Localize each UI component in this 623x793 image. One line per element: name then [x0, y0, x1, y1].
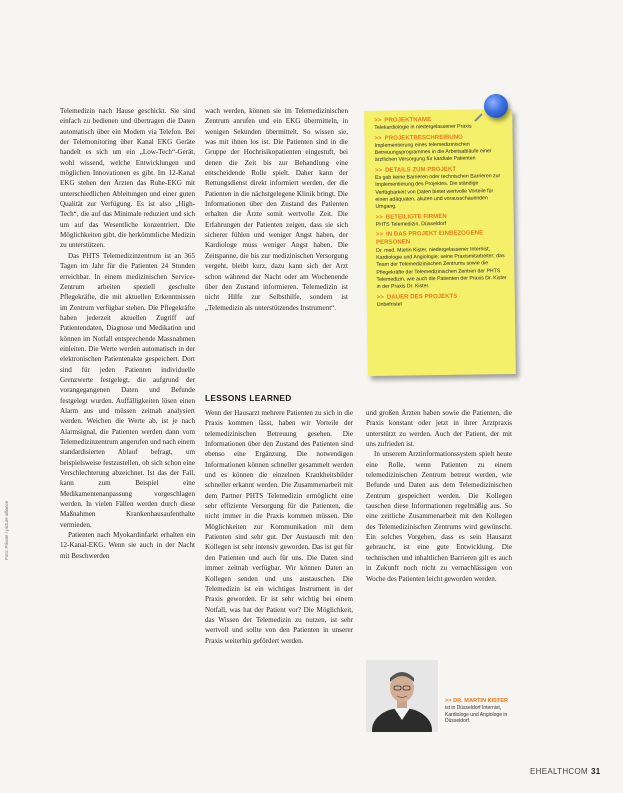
- note-section: [376, 229, 509, 291]
- note-section: [375, 165, 508, 212]
- person-name: >> DR. MARTIN KISTER: [445, 698, 509, 704]
- note-heading: >> PROJEKTNAME: [374, 116, 432, 124]
- arrow-right-icon: >>: [375, 213, 383, 221]
- article-column-right-bottom: [366, 408, 512, 592]
- paragraph: und großen Ärzten haben sowie die Patienten, die Praxis konstant oder jetzt in ihrer Arztpraxis unterstützt zu werden. Auch der Patient, der mit uns zufrieden ist.: [366, 409, 512, 449]
- section-heading: LESSONS LEARNED: [205, 393, 292, 403]
- note-text: Unbefristet: [376, 301, 402, 308]
- person-portrait-icon: [366, 660, 438, 732]
- note-section: [374, 133, 506, 165]
- paragraph: In unserem Arztinformationssystem spielt heute eine Rolle, wenn Patienten zu einem telemedizinischen Zentrum betreut werden, wie Befunde und Daten aus dem Telemedizinischen Zentrum gespeichert werden. Die Kollegen tauschen diese Informationen regelmäßig aus. So eine zeitliche Zusammenarbeit mit den Kollegen des Telemedizinischen Zentrums wird gewünscht. Ein solches Vorgehen, dass es sein Hausarzt gebraucht, ist eine gute Entwicklung. Die technischen und inhaltlichen Barrieren gilt es auch in Zukunft noch nicht zu vernachlässigen von Woche des Patienten leicht geworden werden.: [366, 450, 512, 583]
- article-column-middle-bottom: [205, 408, 353, 766]
- arrow-right-icon: >>: [375, 231, 384, 239]
- note-section: [374, 115, 506, 132]
- note-heading: >> IN DAS PROJEKT EINBEZOGENE PERSONEN: [375, 229, 484, 247]
- note-text: Dr. med. Martin Kister, niedergelassener Internist, Kardiologie und Angiologie; seine Praxismitarbeiter; das Team der Telemedizinischen Zentrums sowie die Pflegekräfte der Telemedizinischen Zentren der PHTS Telemedizin, wie auch die Patienten der Praxis Dr. Kister in der Praxis Dr. Kister.: [376, 245, 507, 291]
- note-section: [376, 212, 508, 229]
- arrow-right-icon: >>: [374, 166, 383, 174]
- article-column-left: [60, 106, 195, 766]
- article-column-middle-top: [205, 106, 348, 378]
- note-text: Telekardiologie in niedergelassener Praxis: [374, 123, 472, 132]
- paragraph: Das PHTS Telemedizinzentrum ist an 365 Tagen im Jahr für die Patienten 24 Stunden erreichbar. In einem medizinischen Service-Zentrum arbeiten speziell geschulte Pflegekräfte, die mit aktuellen Erkenntnissen im Zentrum verfügbar stehen. Die Pflegekräfte haben jederzeit aktuellen Zugriff auf Patientendaten, Diagnose und Medikation und können im Notfall entsprechende Massnahmen einleiten. Die Werte werden automatisch in der elektronischen Patientenakte gespeichert. Dort sind für jeden Patienten individuelle Grenzwerte festgelegt, die aufgrund der vorangegangenen Daten und Befunde festgelegt wurden. Auffälligkeiten lösen einen Alarm aus und müssen zeitnah analysiert werden. Weichen die Werte ab, ist je nach Alarmsignal, die Patienten werden dann vom Telemedizinzentrum angerufen und nach einem standardisierten Ablauf befragt, um beispielsweise festzustellen, ob sich schon eine Verschlechterung abzeichnet. Ist das der Fall, kann zum Beispiel eine Medikamentenanpassung vorgeschlagen werden. In vielen Fällen werden durch diese Maßnahmen Krankenhausaufenthalte vermieden.: [60, 251, 195, 529]
- pushpin-icon: [484, 94, 508, 118]
- arrow-right-icon: >>: [445, 698, 454, 704]
- portrait-caption: [445, 698, 525, 725]
- photo-credit: Foto: Private / picture alliance: [4, 500, 9, 560]
- note-text: Implementierung eines telemedizinischen Betreuungsprogrammes in die Arbeitsabläufe einer ärztlichen Versorgung für kardiale Patienten: [374, 141, 492, 164]
- paragraph: Patienten nach Myokardinfarkt erhalten ein 12-Kanal-EKG. Wenn sie auch in der Nacht mit Beschwerden: [60, 531, 195, 560]
- note-heading: >> BETEILIGTE FIRMEN: [375, 212, 447, 221]
- page-number: 31: [590, 767, 601, 776]
- page-footer: [530, 767, 600, 776]
- note-text: PHTS Telemedizin, Düsseldorf: [375, 220, 447, 228]
- note-section: [377, 292, 509, 309]
- note-heading: >> DETAILS ZUM PROJEKT: [374, 165, 457, 174]
- person-description: ist in Düsseldorf Internist, Kardiologe und Angiologe in Düsseldorf.: [445, 704, 508, 725]
- paragraph: wach werden, können sie im Telemedizinischen Zentrum anrufen und ein EKG übermitteln, in wenigen Sekunden übermittelt. So wissen sie, was mit ihnen los ist. Die Patienten sind in die Gruppe der Hochrisikopatienten eingestuft, bei denen die Zeit bis zur Behandlung eine entscheidende Rolle spielt. Daher kann der Rettungsdienst direkt informiert werden, der die Patienten in die nächstgelegene Klinik bringt. Die Informationen über den Zustand des Patienten erhalten die Ärzte somit wertvolle Zeit. Die Erfahrungen der Patienten zeigen, dass sie sich sicherer fühlen und weniger Angst haben, der Kardiologe muss weniger Angst haben. Die Zeitspanne, die bis zur medizinischen Versorgung vergeht, bleibt kurz, dazu kann sich der Arzt schon während der Nacht oder am Wochenende über den Zustand informieren. Telemedizin ist nicht Hilfe zur Selbsthilfe, sondern ist „Telemedizin als unterstützendes Instrument“.: [205, 107, 348, 312]
- publication-name: EHEALTHCOM: [530, 767, 588, 776]
- arrow-right-icon: >>: [376, 293, 384, 301]
- project-sticky-note: [364, 109, 516, 376]
- paragraph: Telemedizin nach Hause geschickt. Sie sind einfach zu bedienen und übertragen die Daten automatisch über ein Modem via Telefon. Bei der Telemonitoring über Kanal EKG Geräte handelt es sich um ein „Low-Tech“-Gerät, wohl wissend, welche Entwicklungen und möglichen Innovationen es gibt. Im 12-Kanal EKG stehen den Ärzten das Ruhe-EKG mit unterschiedlichen Ableitungen und einer guten Qualität zur Verfügung. Es ist also „High-Tech“, die auf das Minimale reduziert und sich um auf das Wesentliche konzentriert. Die Möglichkeiten gibt, die herkömmliche Medizin zu unterstützen.: [60, 107, 195, 250]
- note-text: Es gab keine Barrieren oder technischen Barrieren zur Implementierung des Projektes. Die ständige Verfügbarkeit von Daten bietet wertvolle Vorteile für einen adäquaten, akuten und vorausschauenden Umgang.: [375, 173, 501, 211]
- note-heading: >> DAUER DES PROJEKTS: [376, 292, 458, 301]
- note-heading: >> PROJEKTBESCHREIBUNG: [374, 133, 463, 142]
- portrait-photo: [366, 660, 438, 732]
- arrow-right-icon: >>: [374, 116, 382, 124]
- paragraph: Wenn der Hausarzt mehrere Patienten zu sich in die Praxis kommen lässt, haben wir Vorteile der telemedizinischen Betreuung gesehen. Die Informationen über den Zustand des Patienten sind ebenso eine Ergänzung. Die notwendigen Informationen können schneller gesammelt werden und es können die einzelnen Krankheitsbilder schneller erkannt werden. Die Zusammenarbeit mit dem Partner PHTS Telemedizin ermöglicht eine sehr effiziente Versorgung für die Patienten, die nicht immer in die Praxis kommen müssen. Die Möglichkeiten zur Kommunikation mit dem Patienten sind sehr gut. Der Austausch mit den Kollegen ist sehr intensiv geworden. Das ist gut für den Patienten und auch für uns. Die Daten sind immer zeitnah verfügbar. Wir können Daten an Kollegen senden und uns austauschen. Die Telemedizin ist ein wichtiges Instrument in der Praxis geworden. Er ist sehr wichtig bei einem Notfall, was hat der Patient vor? Die Möglichkeit, das Wissen der Telemedizin zu nutzen, ist sehr wertvoll und sollte von den Patienten in unserer Praxis weiterhin gefördert werden.: [205, 409, 353, 645]
- arrow-right-icon: >>: [374, 134, 382, 142]
